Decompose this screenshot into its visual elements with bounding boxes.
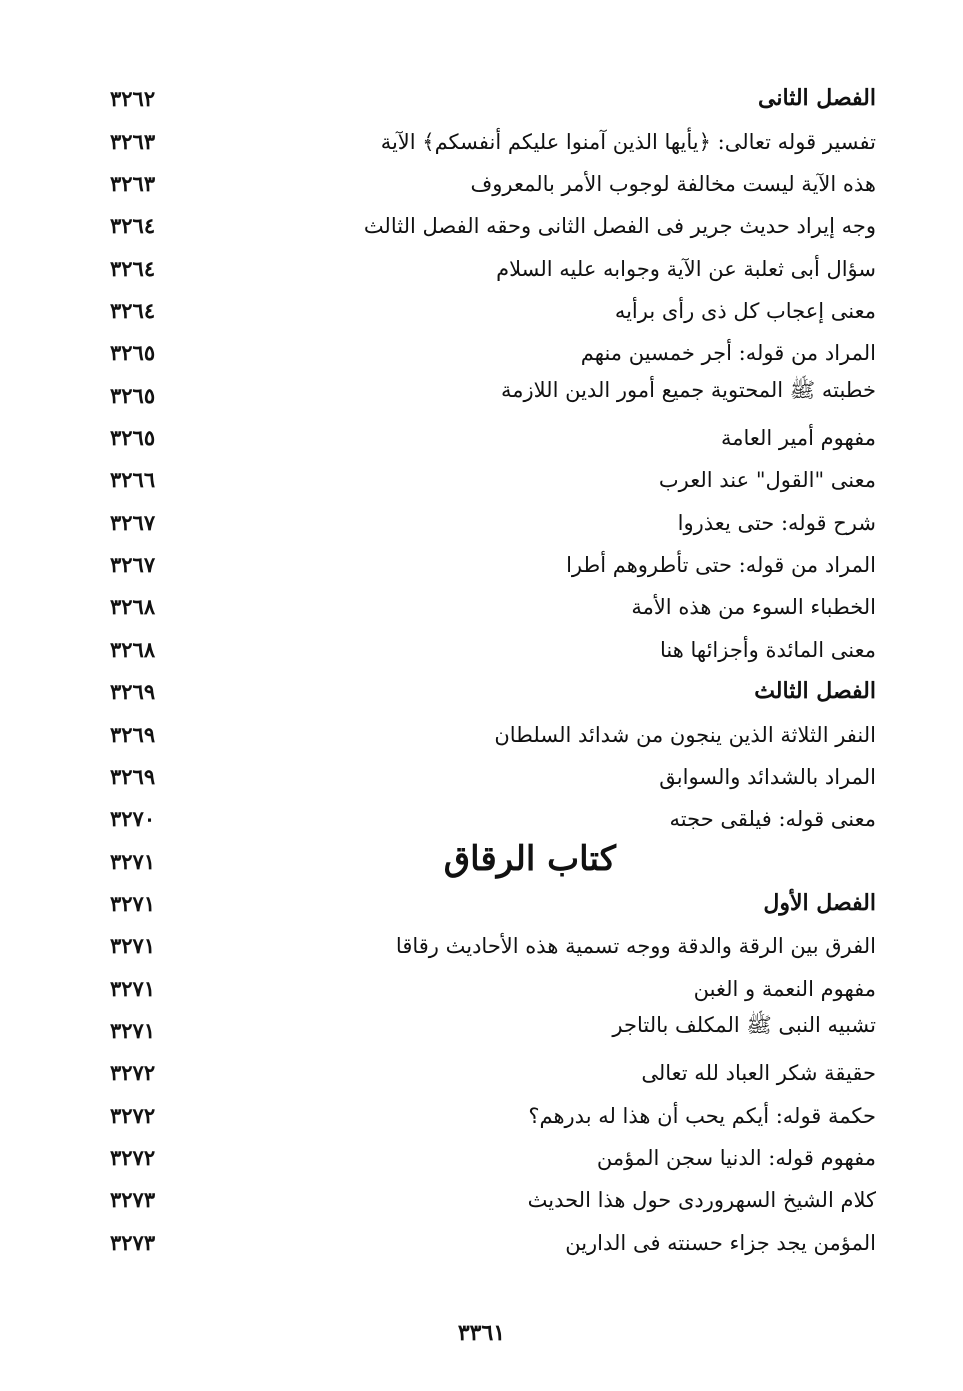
entry-title: وجه إيراد حديث جرير فى الفصل الثانى وحقه الفصل الثالث bbox=[363, 214, 876, 239]
entry-page-number: ٣٢٦٥ bbox=[110, 340, 156, 366]
entry-page-number: ٣٢٦٥ bbox=[110, 382, 156, 408]
entry-title: النفر الثلاثة الذين ينجون من شدائد السلطان bbox=[494, 722, 876, 747]
entry-title: حكمة قوله: أيكم يحب أن هذا له بدرهم؟ bbox=[528, 1103, 876, 1128]
entry-title: مفهوم النعمة و الغبن bbox=[693, 976, 876, 1001]
entry-title: معنى قوله: فيلقى حجته bbox=[669, 807, 876, 832]
toc-entry bbox=[110, 542, 876, 584]
entry-page-number: ٣٢٦٧ bbox=[110, 552, 156, 578]
toc-entry bbox=[110, 923, 876, 965]
section-heading-row bbox=[110, 669, 876, 711]
entry-page-number: ٣٢٦٩ bbox=[110, 721, 156, 747]
toc-entry bbox=[110, 457, 876, 499]
entry-title: مفهوم قوله: الدنيا سجن المؤمن bbox=[596, 1145, 876, 1170]
entry-page-number: ٣٢٦٩ bbox=[110, 763, 156, 789]
entry-title: المراد بالشدائد والسوابق bbox=[659, 764, 876, 789]
entry-page-number: ٣٢٦٣ bbox=[110, 171, 156, 197]
book-title: كتاب الرقاق bbox=[443, 838, 616, 879]
entry-page-number: ٣٢٧١ bbox=[110, 975, 156, 1001]
entry-title: كلام الشيخ السهروردى حول هذا الحديث bbox=[527, 1188, 876, 1213]
toc-entry bbox=[110, 754, 876, 796]
toc-entry bbox=[110, 796, 876, 838]
entry-page-number: ٣٢٧٢ bbox=[110, 1060, 156, 1086]
toc-entry bbox=[110, 499, 876, 541]
entry-page-number: ٣٢٦٥ bbox=[110, 425, 156, 451]
toc-entry bbox=[110, 1050, 876, 1092]
toc-entry bbox=[110, 965, 876, 1007]
section-heading-row bbox=[110, 76, 876, 118]
section-heading: الفصل الثالث bbox=[754, 678, 876, 705]
entry-title: هذه الآية ليست مخالفة لوجوب الأمر بالمعروف bbox=[470, 172, 876, 197]
toc-entry bbox=[110, 1135, 876, 1177]
entry-title: الخطباء السوء من هذه الأمة bbox=[631, 595, 876, 620]
entry-page-number: ٣٢٦٦ bbox=[110, 467, 156, 493]
entry-page-number: ٣٢٧٢ bbox=[110, 1144, 156, 1170]
entry-page-number: ٣٢٦٣ bbox=[110, 128, 156, 154]
entry-title: معنى المائدة وأجزائها هنا bbox=[660, 637, 876, 662]
toc-entry bbox=[110, 1219, 876, 1261]
entry-title: تشبيه النبى ﷺ المكلف بالتاجر bbox=[612, 1012, 876, 1037]
entry-title: شرح قوله: حتى يعذروا bbox=[677, 510, 876, 535]
section-heading: الفصل الثانى bbox=[758, 85, 876, 112]
entry-title: مفهوم أمير العامة bbox=[720, 426, 876, 451]
entry-title: المؤمن يجد جزاء حسنته فى الدارين bbox=[565, 1230, 876, 1255]
entry-page-number: ٣٢٧١ bbox=[110, 848, 156, 874]
entry-title: معنى إعجاب كل ذى رأى برأيه bbox=[614, 299, 876, 324]
entry-page-number: ٣٢٦٤ bbox=[110, 255, 156, 281]
toc-entry bbox=[110, 711, 876, 753]
entry-page-number: ٣٢٧٢ bbox=[110, 1102, 156, 1128]
page-number: ٣٣٦١ bbox=[457, 1320, 506, 1346]
toc-entry bbox=[110, 161, 876, 203]
toc-entry bbox=[110, 288, 876, 330]
toc-entry bbox=[110, 372, 876, 414]
entry-title: حقيقة شكر العباد لله تعالى bbox=[641, 1061, 876, 1086]
entry-title: المراد من قوله: أجر خمسين منهم bbox=[580, 341, 876, 366]
entry-page-number: ٣٢٦٤ bbox=[110, 213, 156, 239]
section-heading-row bbox=[110, 881, 876, 923]
entry-title: الفرق بين الرقة والدقة ووجه تسمية هذه الأحاديث رقاقا bbox=[395, 934, 876, 959]
entry-page-number: ٣٢٦٤ bbox=[110, 298, 156, 324]
entry-title: تفسير قوله تعالى: ﴿يأيها الذين آمنوا عليكم أنفسكم﴾ الآية bbox=[380, 129, 876, 154]
toc-entry bbox=[110, 245, 876, 287]
table-of-contents bbox=[110, 76, 876, 1262]
entry-page-number: ٣٢٧٣ bbox=[110, 1187, 156, 1213]
toc-entry bbox=[110, 626, 876, 668]
toc-entry bbox=[110, 1092, 876, 1134]
entry-page-number: ٣٢٦٧ bbox=[110, 509, 156, 535]
entry-title: سؤال أبى ثعلبة عن الآية وجوابه عليه السلام bbox=[496, 256, 876, 281]
entry-page-number: ٣٢٧٣ bbox=[110, 1229, 156, 1255]
entry-title: خطبته ﷺ المحتوية جميع أمور الدين اللازمة bbox=[501, 377, 876, 402]
toc-entry bbox=[110, 1177, 876, 1219]
entry-page-number: ٣٢٧١ bbox=[110, 933, 156, 959]
toc-entry bbox=[110, 1008, 876, 1050]
entry-title: معنى "القول" عند العرب bbox=[658, 468, 876, 493]
entry-title: المراد من قوله: حتى تأطروهم أطرا bbox=[566, 553, 876, 578]
toc-entry bbox=[110, 118, 876, 160]
entry-page-number: ٣٢٧١ bbox=[110, 1017, 156, 1043]
entry-page-number: ٣٢٧٠ bbox=[110, 806, 156, 832]
section-heading: الفصل الأول bbox=[763, 889, 876, 916]
toc-entry bbox=[110, 415, 876, 457]
toc-entry bbox=[110, 203, 876, 245]
entry-page-number: ٣٢٦٩ bbox=[110, 679, 156, 705]
entry-page-number: ٣٢٦٨ bbox=[110, 594, 156, 620]
toc-entry bbox=[110, 330, 876, 372]
entry-page-number: ٣٢٦٨ bbox=[110, 636, 156, 662]
toc-entry bbox=[110, 584, 876, 626]
entry-page-number: ٣٢٧١ bbox=[110, 890, 156, 916]
book-title-row bbox=[110, 838, 876, 880]
entry-page-number: ٣٢٦٢ bbox=[110, 86, 156, 112]
